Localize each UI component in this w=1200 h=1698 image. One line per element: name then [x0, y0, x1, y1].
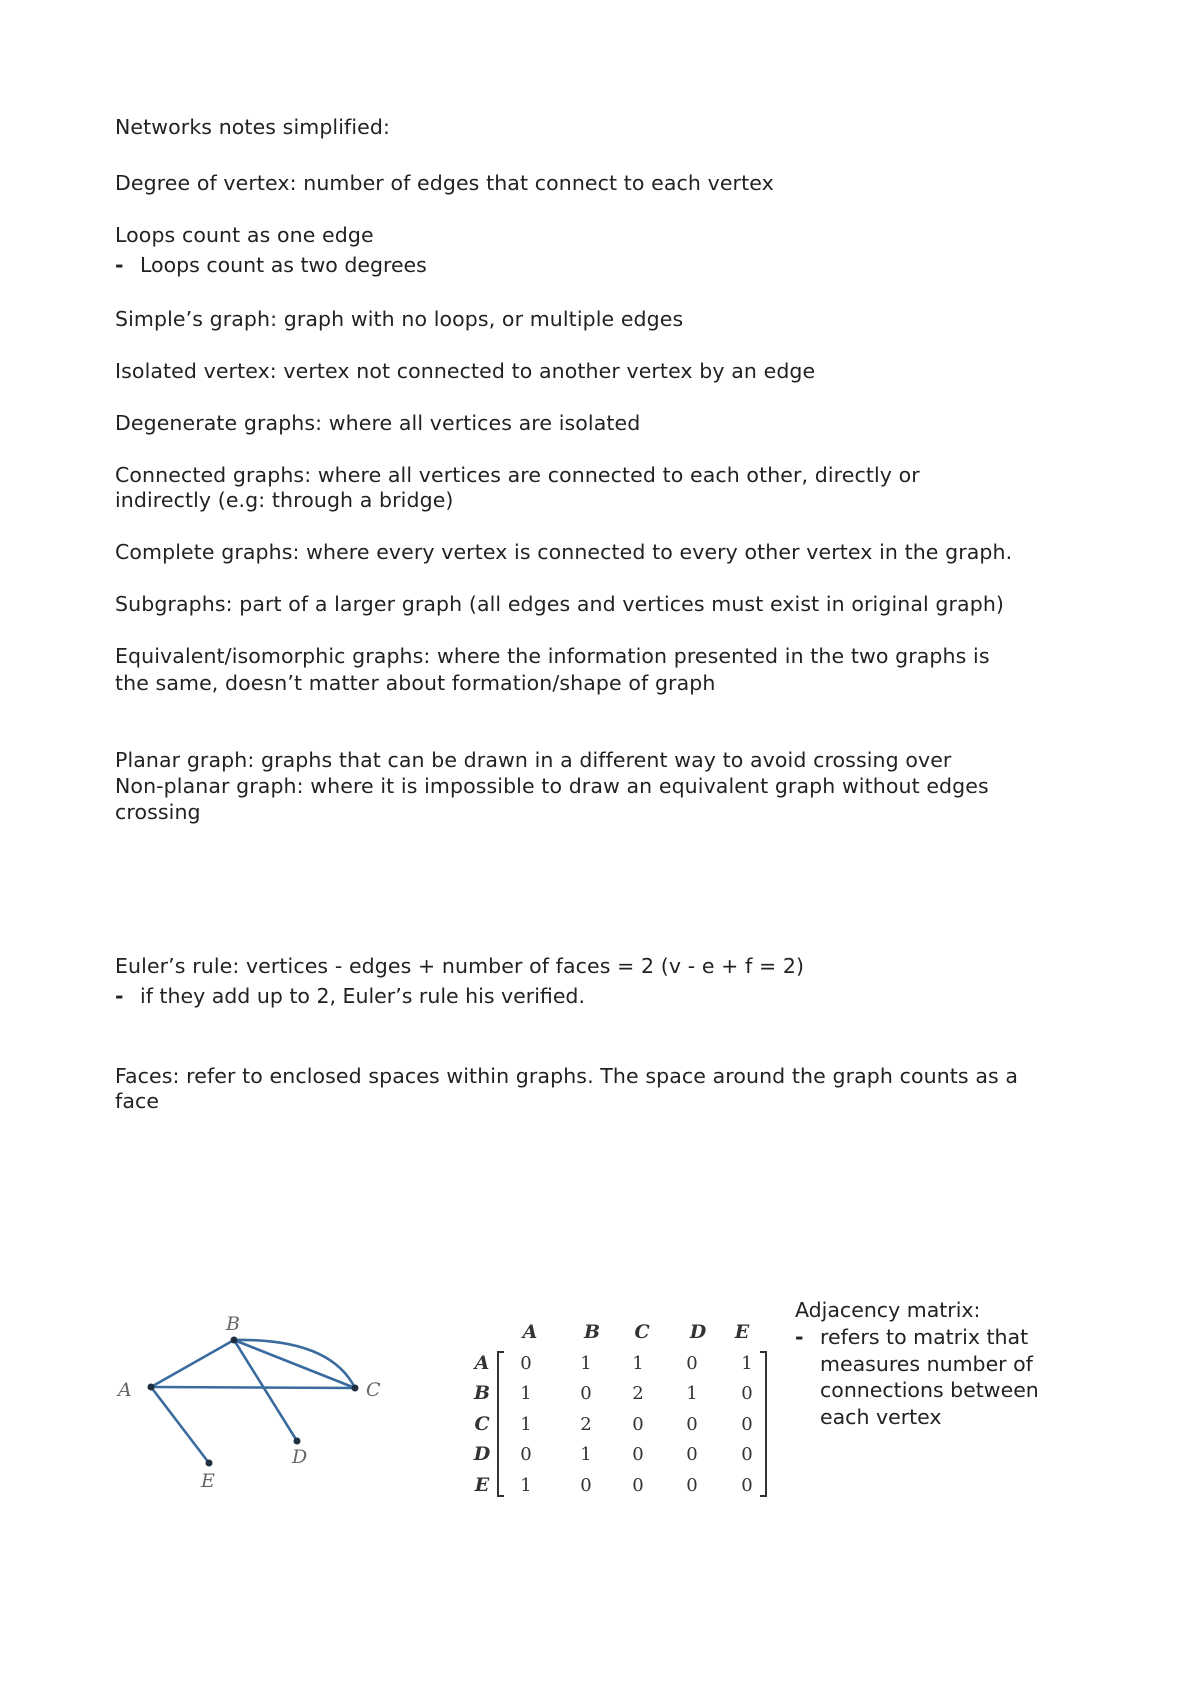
matrix-col-header: A — [522, 1321, 538, 1343]
matrix-row-header: A — [474, 1352, 490, 1374]
matrix-left-bracket — [498, 1352, 504, 1496]
matrix-cell: 1 — [580, 1353, 592, 1374]
matrix-cell: 1 — [520, 1475, 532, 1496]
edge-a-e — [151, 1387, 209, 1463]
subgraph-definition: Subgraphs: part of a larger graph (all edges and vertices must exist in original graph) — [115, 592, 1005, 616]
bullet-dash: - — [115, 984, 124, 1008]
edge-b-d — [234, 1340, 297, 1441]
adjacency-note — [795, 1297, 1095, 1427]
matrix-cell: 1 — [632, 1353, 644, 1374]
isolated-vertex-definition: Isolated vertex: vertex not connected to another vertex by an edge — [115, 359, 816, 383]
matrix-cell: 0 — [632, 1414, 644, 1435]
matrix-cell: 0 — [520, 1444, 532, 1465]
vertex-label-e: E — [201, 1470, 215, 1492]
matrix-cell: 1 — [580, 1444, 592, 1465]
adjacency-note-line: each vertex — [820, 1404, 942, 1429]
euler-rule: Euler’s rule: vertices - edges + number of faces = 2 (v - e + f = 2) — [115, 954, 805, 978]
vertex-label-d: D — [292, 1446, 308, 1468]
matrix-row-header: D — [473, 1443, 491, 1465]
matrix-cell: 0 — [580, 1475, 592, 1496]
adjacency-note-line: connections between — [820, 1378, 1039, 1402]
matrix-row-header: E — [474, 1474, 490, 1496]
bullet-dash: - — [115, 253, 124, 277]
matrix-cell: 0 — [686, 1353, 698, 1374]
edge-a-b — [151, 1340, 234, 1387]
matrix-cell: 0 — [580, 1383, 592, 1404]
matrix-cell: 0 — [520, 1353, 532, 1374]
euler-bullet-text: if they add up to 2, Euler’s rule his verified. — [140, 984, 585, 1008]
equivalent-graph-line-2: the same, doesn’t matter about formation/shape of graph — [115, 671, 716, 695]
vertex-label-a: A — [118, 1379, 132, 1401]
matrix-col-header: C — [634, 1321, 650, 1343]
edge-a-c — [151, 1387, 355, 1388]
nonplanar-graph-line-2: crossing — [115, 800, 201, 824]
matrix-cell: 0 — [686, 1444, 698, 1465]
equivalent-graph-line-1: Equivalent/isomorphic graphs: where the information presented in the two graphs is — [115, 644, 990, 668]
matrix-row-header: C — [474, 1413, 490, 1435]
vertex-d — [294, 1438, 301, 1445]
loops-degree-bullet — [115, 252, 427, 278]
network-graph — [110, 1300, 400, 1500]
loops-edge-text: Loops count as one edge — [115, 223, 374, 247]
faces-line-2: face — [115, 1089, 160, 1113]
matrix-cell: 0 — [632, 1475, 644, 1496]
loops-degree-text: Loops count as two degrees — [140, 253, 427, 277]
simple-graph-definition: Simple’s graph: graph with no loops, or multiple edges — [115, 307, 684, 331]
matrix-cell: 2 — [580, 1414, 592, 1435]
matrix-cell: 0 — [741, 1383, 753, 1404]
faces-line-1: Faces: refer to enclosed spaces within graphs. The space around the graph counts as a — [115, 1064, 1019, 1088]
matrix-cell: 0 — [686, 1414, 698, 1435]
vertex-a — [148, 1384, 155, 1391]
degenerate-graph-definition: Degenerate graphs: where all vertices are isolated — [115, 411, 641, 435]
adjacency-matrix — [460, 1310, 780, 1510]
vertex-c — [352, 1385, 359, 1392]
adjacency-note-line: measures number of — [820, 1351, 1033, 1376]
vertex-e — [206, 1460, 213, 1467]
matrix-col-header: D — [689, 1321, 707, 1343]
matrix-cell: 1 — [520, 1383, 532, 1404]
nonplanar-graph-line-1: Non-planar graph: where it is impossible to draw an equivalent graph without edges — [115, 774, 989, 798]
page-title: Networks notes simplified: — [115, 115, 390, 139]
matrix-cell: 0 — [632, 1444, 644, 1465]
matrix-cell: 0 — [741, 1414, 753, 1435]
connected-graph-line-1: Connected graphs: where all vertices are connected to each other, directly or — [115, 463, 920, 487]
matrix-cell: 0 — [741, 1444, 753, 1465]
planar-graph-definition: Planar graph: graphs that can be drawn in a different way to avoid crossing over — [115, 748, 952, 772]
matrix-cell: 0 — [741, 1475, 753, 1496]
matrix-right-bracket — [760, 1352, 766, 1496]
matrix-cell: 1 — [686, 1383, 698, 1404]
adjacency-note-line: refers to matrix that — [820, 1325, 1029, 1349]
euler-bullet — [115, 983, 585, 1009]
bullet-dash: - — [795, 1325, 804, 1349]
matrix-col-header: B — [583, 1321, 601, 1343]
vertex-label-c: C — [366, 1379, 381, 1401]
connected-graph-line-2: indirectly (e.g: through a bridge) — [115, 488, 454, 512]
matrix-cell: 2 — [632, 1383, 644, 1404]
matrix-cell: 1 — [520, 1414, 532, 1435]
matrix-col-header: E — [734, 1321, 750, 1343]
vertex-label-b: B — [226, 1313, 240, 1335]
matrix-cell: 1 — [741, 1353, 753, 1374]
degree-definition: Degree of vertex: number of edges that connect to each vertex — [115, 171, 774, 195]
matrix-cell: 0 — [686, 1475, 698, 1496]
complete-graph-definition: Complete graphs: where every vertex is connected to every other vertex in the graph. — [115, 540, 1013, 564]
adjacency-note-title: Adjacency matrix: — [795, 1298, 981, 1322]
vertex-b — [231, 1337, 238, 1344]
matrix-row-header: B — [473, 1382, 491, 1404]
